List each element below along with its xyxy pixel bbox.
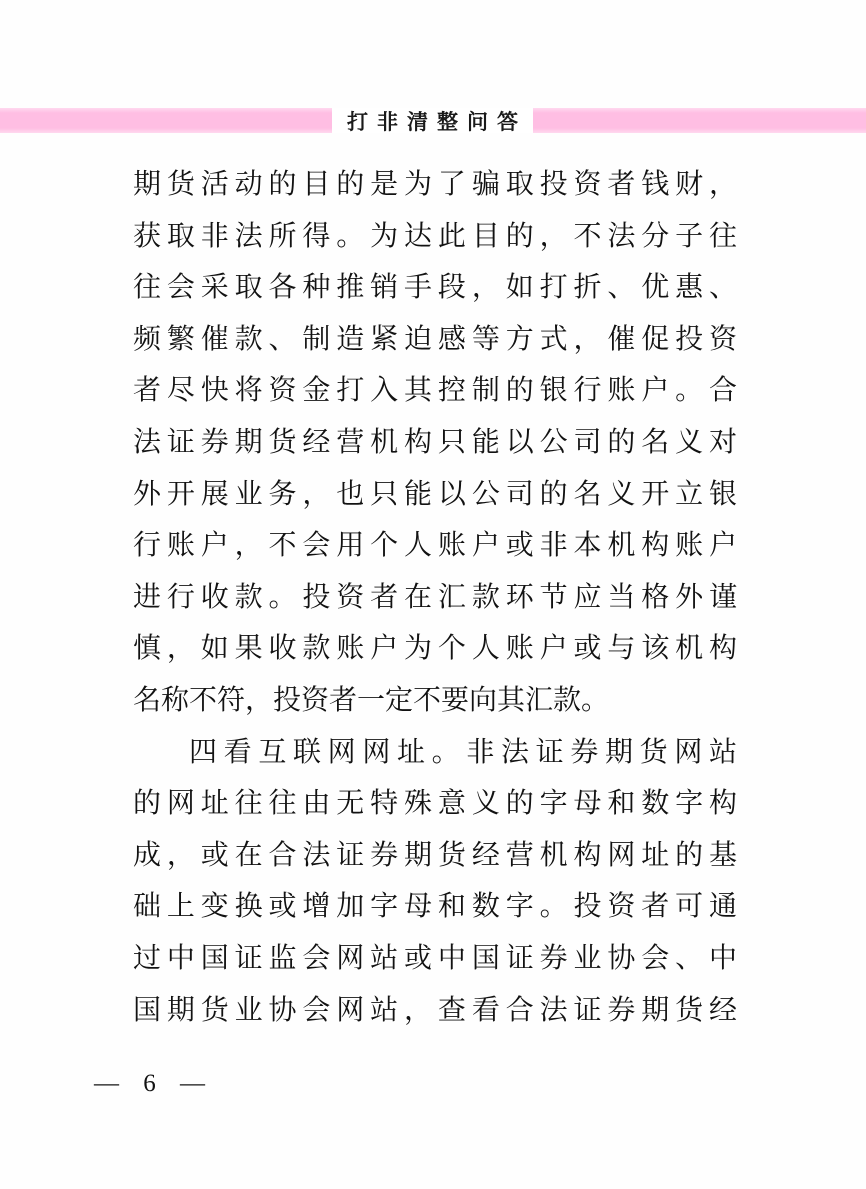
body-line: 法证券期货经营机构只能以公司的名义对	[133, 426, 737, 458]
body-line-paragraph-start: 四看互联网网址。非法证券期货网站	[189, 736, 737, 768]
body-line: 进行收款。投资者在汇款环节应当格外谨	[133, 581, 737, 613]
header-band-right-segment	[533, 108, 866, 133]
body-line: 频繁催款、制造紧迫感等方式，催促投资	[133, 323, 737, 355]
body-line: 础上变换或增加字母和数字。投资者可通	[133, 891, 737, 923]
body-line: 获取非法所得。为达此目的，不法分子往	[133, 220, 737, 252]
header-title-gap	[332, 108, 533, 133]
body-line: 的网址往往由无特殊意义的字母和数字构	[133, 788, 737, 820]
body-line: 者尽快将资金打入其控制的银行账户。合	[133, 375, 737, 407]
body-text-block	[133, 159, 737, 1036]
body-line: 往会采取各种推销手段，如打折、优惠、	[133, 272, 737, 304]
body-line: 慎，如果收款账户为个人账户或与该机构	[133, 633, 737, 665]
body-line: 行账户，不会用个人账户或非本机构账户	[133, 530, 737, 562]
header-band	[0, 108, 866, 133]
page-header-title: 打非清整问答	[347, 110, 527, 134]
body-line: 国期货业协会网站，查看合法证券期货经	[133, 994, 737, 1026]
body-line-paragraph-end: 名称不符，投资者一定不要向其汇款。	[133, 684, 610, 716]
page-number: — 6 —	[94, 1070, 211, 1097]
body-line: 外开展业务，也只能以公司的名义开立银	[133, 478, 737, 510]
body-line: 成，或在合法证券期货经营机构网址的基	[133, 839, 737, 871]
body-line: 期货活动的目的是为了骗取投资者钱财，	[133, 169, 737, 200]
header-band-left-segment	[0, 108, 332, 133]
body-line: 过中国证监会网站或中国证券业协会、中	[133, 942, 737, 974]
